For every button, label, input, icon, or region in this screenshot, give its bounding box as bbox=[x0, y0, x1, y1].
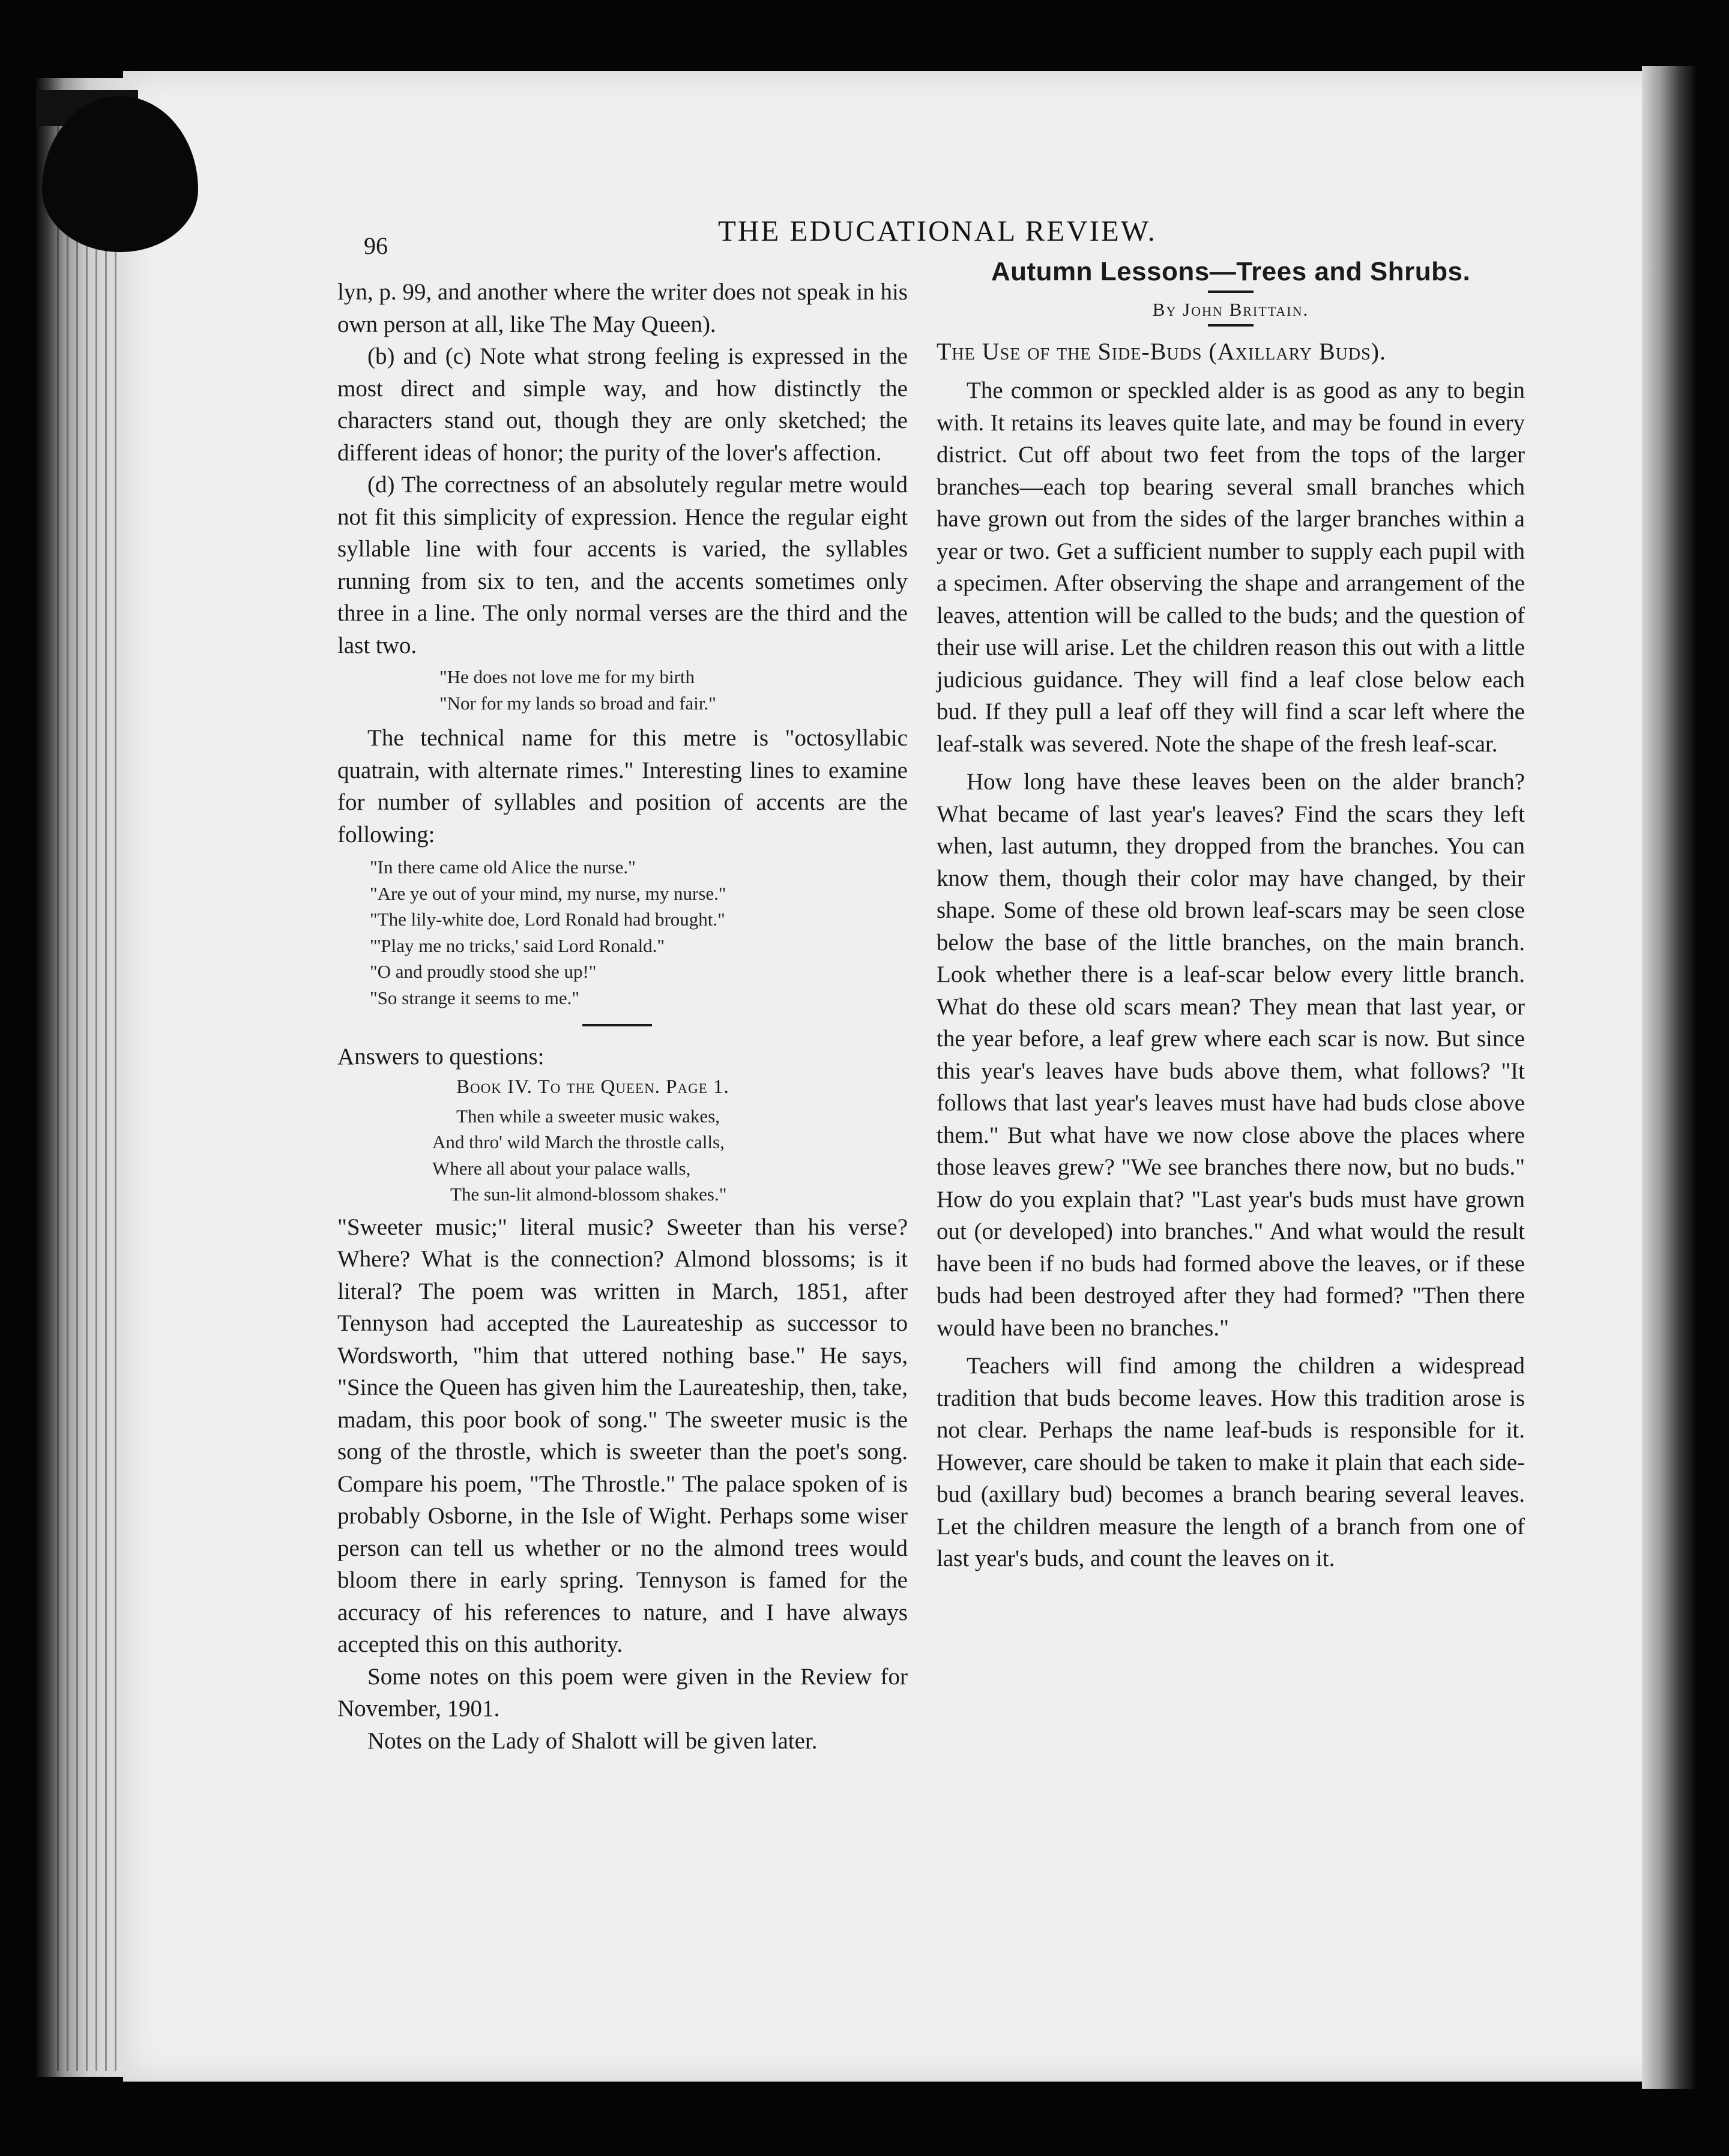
right-para-1: The common or speckled alder is as good as any to begin with. It retains its leaves quite late, and may be found in every district. Cut off about two feet from the tops of the larger branches—each top bearing several small branches which have grown out from the sides of the larger branches within a year or two. Get a sufficient number to supply each pupil with a specimen. After observing the shape and arrangement of the leaves, attention will be called to the buds; and the question of their use will arise. Let the children reason this out with a little judicious guidance. They will find a leaf close below each bud. If they pull a leaf off they will find a scar left where the leaf-stalk was severed. Note the shape of the fresh leaf-scar. bbox=[937, 378, 1525, 757]
quote-line: "So strange it seems to me." bbox=[370, 987, 580, 1008]
left-para-4: The technical name for this metre is "octosyllabic quatrain, with alternate rimes." Interesting lines to examine for number of syllables and position of accents are the following: bbox=[337, 725, 908, 848]
quote-line: "The lily-white doe, Lord Ronald had brought." bbox=[370, 909, 725, 930]
quote-block-3 bbox=[337, 1103, 908, 1208]
left-para-1: lyn, p. 99, and another where the writer does not speak in his own person at all, like The May Queen). bbox=[337, 279, 908, 337]
right-para-2: How long have these leaves been on the alder branch? What became of last year's leaves? Find the scars they left when, last autumn, they dropped from the branches. You can know them, though their color may have changed, by their shape. Some of these old brown leaf-scars may be seen close below the base of the little branches, on the main branch. Look whether there is a leaf-scar below every little branch. What do these old scars mean? They mean that last year, or the year before, a leaf grew where each scar is now. But since this year's leaves have buds above them, what follows? "It follows that last year's leaves must have had buds close above them." But what have we now close above the places where those leaves grew? "We see branches there now, but no buds." How do you explain that? "Last year's buds must have grown out (or developed) into branches." And what would the result have been if no buds had formed above the leaves, or if these buds had been destroyed after they had formed? "Then there would have been no branches." bbox=[937, 769, 1525, 1341]
right-para-3: Teachers will find among the children a widespread tradition that buds become leaves. How this tradition arose is not clear. Perhaps the name leaf-buds is responsible for it. However, care should be taken to make it plain that each side-bud (axillary bud) becomes a branch bearing several leaves. Let the children measure the length of a branch from one of last year's buds, and count the leaves on it. bbox=[937, 1353, 1525, 1571]
quote-line: "In there came old Alice the nurse." bbox=[370, 857, 636, 878]
quote-line: "'Play me no tricks,' said Lord Ronald." bbox=[370, 935, 665, 956]
quote-line: Where all about your palace walls, bbox=[432, 1157, 691, 1179]
right-column bbox=[937, 257, 1525, 1575]
page-right-edge bbox=[1642, 66, 1696, 2089]
quote-line: And thro' wild March the throstle calls, bbox=[432, 1131, 725, 1152]
left-column bbox=[337, 276, 908, 1757]
title-rule bbox=[1208, 291, 1254, 293]
left-para-2: (b) and (c) Note what strong feeling is expressed in the most direct and simple way, and how distinctly the characters stand out, though they are only sketched; the different ideas of honor; the purity of the lover's affection. bbox=[337, 343, 908, 466]
section-subhead: The Use of the Side-Buds (Axillary Buds). bbox=[937, 338, 1386, 365]
quote-line: The sun-lit almond-blossom shakes." bbox=[450, 1184, 727, 1205]
quote-block-2 bbox=[337, 854, 908, 1011]
byline-rule bbox=[1208, 324, 1254, 327]
left-para-5: "Sweeter music;" literal music? Sweeter than his verse? Where? What is the connection? Almond blossoms; is it literal? The poem was written in March, 1851, after Tennyson had accepted the Laureateship as successor to Wordsworth, "him that uttered nothing base." He says, "Since the Queen has given him the Laureateship, then, take, madam, this poor book of song." The sweeter music is the song of the throstle, which is sweeter than the poet's song. Compare his poem, "The Throstle." The palace spoken of is probably Osborne, in the Isle of Wight. Perhaps some wiser person can tell us whether or no the almond trees would bloom there in early spring. Tennyson is famed for the accuracy of his references to nature, and I have always accepted this on this authority. bbox=[337, 1214, 908, 1657]
page-number: 96 bbox=[364, 232, 388, 259]
left-para-7: Notes on the Lady of Shalott will be given later. bbox=[367, 1727, 818, 1754]
quote-line: "Are ye out of your mind, my nurse, my nurse." bbox=[370, 882, 726, 904]
quote-line: Then while a sweeter music wakes, bbox=[456, 1105, 720, 1127]
answers-heading: Answers to questions: bbox=[337, 1044, 545, 1070]
section-divider bbox=[582, 1024, 652, 1026]
journal-title: THE EDUCATIONAL REVIEW. bbox=[718, 214, 1157, 247]
left-para-6: Some notes on this poem were given in the Review for November, 1901. bbox=[337, 1663, 908, 1721]
quote-line: "He does not love me for my birth bbox=[439, 666, 695, 687]
binding-stripes bbox=[57, 90, 123, 2071]
left-para-3: (d) The correctness of an absolutely regular metre would not fit this simplicity of expression. Hence the regular eight syllable line with four accents is varied, the syllables running from six to ten, and the accents sometimes only three in a line. The only normal verses are the third and the last two. bbox=[337, 472, 908, 658]
article-title: Autumn Lessons—Trees and Shrubs. bbox=[991, 257, 1471, 286]
byline: By John Brittain. bbox=[1152, 299, 1309, 320]
quote-line: "Nor for my lands so broad and fair." bbox=[439, 692, 716, 714]
quote-line: "O and proudly stood she up!" bbox=[370, 961, 597, 982]
book-reference: Book IV. To the Queen. Page 1. bbox=[456, 1076, 729, 1098]
quote-block-1 bbox=[337, 664, 908, 716]
